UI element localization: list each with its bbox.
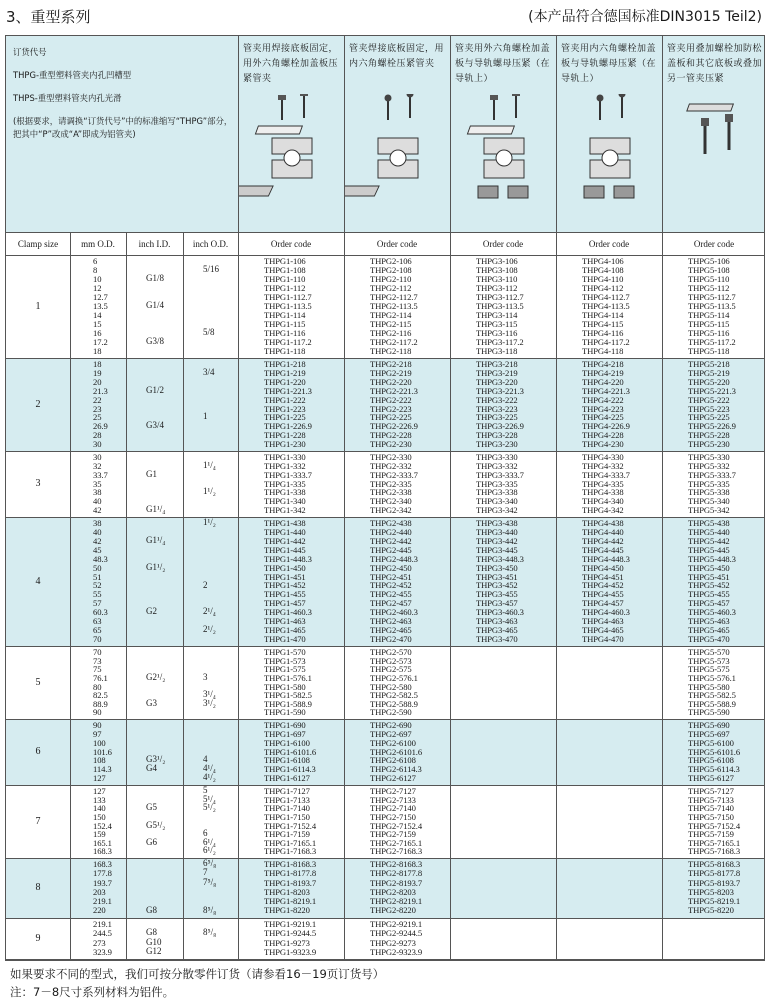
column-divider <box>450 232 451 960</box>
clamp-size-value: 9 <box>35 932 41 944</box>
column-divider <box>556 232 557 960</box>
order-code-list: THPG1-9219.1 THPG1-9244.5 THPG1-9273 THPG1-9323.9 <box>264 919 317 957</box>
mm-od-values: 168.3 177.8 193.7 203 219.1 220 <box>93 859 112 916</box>
order-code-list: THPG4-106 THPG4-108 THPG4-110 THPG4-112 THPG4-112.7 THPG4-113.5 THPG4-114 THPG4-115 THPG4-116 THPG4-117.2 THPG4-118 <box>582 256 630 356</box>
clamp-size-value: 4 <box>35 575 41 587</box>
section-title: 3、重型系列 <box>6 8 91 26</box>
inch-od-value: 3 <box>203 671 208 682</box>
inch-od-value: 1¹/₄ <box>203 459 216 470</box>
inch-od-value: 5¹/₄ <box>203 793 216 804</box>
order-code-label: 订货代号 <box>13 47 47 57</box>
mm-od-values: 6 8 10 12 12.7 13.5 14 15 16 17.2 18 <box>93 256 108 356</box>
order-code-list: THPG2-690 THPG2-697 THPG2-6100 THPG2-6101.6 THPG2-6108 THPG2-6114.3 THPG2-6127 <box>370 720 423 784</box>
inch-od-value: 6¹/₄ <box>203 836 216 847</box>
inch-od-value: 5/8 <box>203 327 215 337</box>
inch-od-value: 2¹/₂ <box>203 624 216 635</box>
order-code-list: THPG2-438 THPG2-440 THPG2-442 THPG2-445 THPG2-448.3 THPG2-450 THPG2-451 THPG2-452 THPG2-455 THPG2-457 THPG2-460.3 THPG2-463 THPG2-465 THPG2-470 <box>370 518 418 644</box>
inch-od-value: 5¹/₂ <box>203 802 216 813</box>
rail-nut-socket-bolt-icon <box>557 94 663 226</box>
rail-nut-hex-bolt-icon <box>451 94 557 226</box>
inch-od-value: 8⁵/₈ <box>203 927 217 938</box>
clamp-size-value: 8 <box>35 882 41 893</box>
order-code-list: THPG2-106 THPG2-108 THPG2-110 THPG2-112 THPG2-112.7 THPG2-113.5 THPG2-114 THPG2-115 THPG2-116 THPG2-117.2 THPG2-118 <box>370 256 418 356</box>
product-table <box>5 35 765 961</box>
order-code-list: THPG3-438 THPG3-440 THPG3-442 THPG3-445 THPG3-448.3 THPG3-450 THPG3-451 THPG3-452 THPG3-455 THPG3-457 THPG3-460.3 THPG3-463 THPG3-465 THPG3-470 <box>476 518 524 644</box>
order-code-list: THPG5-438 THPG5-440 THPG5-442 THPG5-445 THPG5-448.3 THPG5-450 THPG5-451 THPG5-452 THPG5-455 THPG5-457 THPG5-460.3 THPG5-463 THPG5-465 THPG5-470 <box>688 518 736 644</box>
order-code-list: THPG5-218 THPG5-219 THPG5-220 THPG5-221.3 THPG5-222 THPG5-223 THPG5-225 THPG5-226.9 THPG5-228 THPG5-230 <box>688 359 736 450</box>
inch-od-value: 3¹/₄ <box>203 689 216 700</box>
order-code-list: THPG1-7127 THPG1-7133 THPG1-7140 THPG1-7150 THPG1-7152.4 THPG1-7159 THPG1-7165.1 THPG1-7168.3 <box>264 786 317 857</box>
inch-od-value: 2¹/₄ <box>203 606 216 617</box>
order-code-list: THPG1-330 THPG1-332 THPG1-333.7 THPG1-335 THPG1-338 THPG1-340 THPG1-342 <box>264 452 312 516</box>
column-description: 管夹用内六角螺栓加盖板与导轨螺母压紧（在导轨上） <box>561 44 657 84</box>
column-divider <box>70 232 71 960</box>
standard-note: (本产品符合德国标准DIN3015 Teil2) <box>528 9 762 25</box>
order-code-list: THPG5-7127 THPG5-7133 THPG5-7140 THPG5-7150 THPG5-7152.4 THPG5-7159 THPG5-7165.1 THPG5-7168.3 <box>688 786 741 857</box>
order-code-list: THPG2-7127 THPG2-7133 THPG2-7140 THPG2-7150 THPG2-7152.4 THPG2-7159 THPG2-7165.1 THPG2-7168.3 <box>370 786 423 857</box>
inch-id-value: G1¹/₄ <box>146 504 166 515</box>
column-description: 管夹焊接底板固定，用内六角螺栓压紧管夹 <box>349 44 445 69</box>
order-code-list: THPG1-106 THPG1-108 THPG1-110 THPG1-112 THPG1-112.7 THPG1-113.5 THPG1-114 THPG1-115 THPG1-116 THPG1-117.2 THPG1-118 <box>264 256 312 356</box>
column-head-5 <box>662 36 766 232</box>
order-code-list: THPG5-690 THPG5-697 THPG5-6100 THPG5-6101.6 THPG5-6108 THPG5-6114.3 THPG5-6127 <box>688 720 741 784</box>
inch-od-header: inch O.D. <box>192 239 229 249</box>
column-divider <box>126 232 127 960</box>
clamp-size-group <box>6 859 764 919</box>
inch-id-value: G8 <box>146 927 157 938</box>
inch-id-value: G3 <box>146 697 157 708</box>
order-code-header-4: Order code <box>588 239 630 249</box>
inch-od-value: 3/4 <box>203 366 215 377</box>
inch-id-value: G2¹/₂ <box>146 671 166 682</box>
order-code-list: THPG5-106 THPG5-108 THPG5-110 THPG5-112 THPG5-112.7 THPG5-113.5 THPG5-114 THPG5-115 THPG5-116 THPG5-117.2 THPG5-118 <box>688 256 736 356</box>
clamp-size-group <box>6 720 764 786</box>
inch-od-value: 6⁵/₈ <box>203 859 217 868</box>
order-code-list: THPG1-218 THPG1-219 THPG1-220 THPG1-221.3 THPG1-222 THPG1-223 THPG1-225 THPG1-226.9 THPG1-228 THPG1-230 <box>264 359 312 450</box>
clamp-size-group <box>6 518 764 647</box>
order-code-list: THPG4-218 THPG4-219 THPG4-220 THPG4-221.3 THPG4-222 THPG4-223 THPG4-225 THPG4-226.9 THPG4-228 THPG4-230 <box>582 359 630 450</box>
mm-od-values: 18 19 20 21.3 22 23 25 26.9 28 30 <box>93 359 108 450</box>
mm-od-values: 90 97 100 101.6 108 114.3 127 <box>93 720 112 784</box>
order-code-list: THPG2-8168.3 THPG2-8177.8 THPG2-8193.7 THPG2-8203 THPG2-8219.1 THPG2-8220 <box>370 859 423 916</box>
inch-od-value: 4 <box>203 754 208 765</box>
order-code-list: THPG5-570 THPG5-573 THPG5-575 THPG5-576.1 THPG5-580 THPG5-582.5 THPG5-588.9 THPG5-590 <box>688 647 736 718</box>
inch-id-value: G2 <box>146 606 157 617</box>
table-header-row <box>6 232 764 256</box>
order-code-list: THPG2-570 THPG2-573 THPG2-575 THPG2-576.1 THPG2-580 THPG2-582.5 THPG2-588.9 THPG2-590 <box>370 647 418 718</box>
inch-id-value: G1/8 <box>146 273 164 283</box>
inch-id-value: G5 <box>146 802 157 813</box>
inch-od-value: 5 <box>203 786 208 795</box>
order-code-header-5: Order code <box>693 239 735 249</box>
mm-od-values: 30 32 33.7 35 38 40 42 <box>93 452 108 516</box>
inch-od-value: 4¹/₂ <box>203 772 216 783</box>
inch-id-value: G1/2 <box>146 384 164 395</box>
column-description: 管夹用焊接底板固定，用外六角螺栓加盖板压紧管夹 <box>243 44 339 84</box>
stacking-bolt-icon <box>663 94 767 226</box>
inch-od-value: 1 <box>203 411 208 422</box>
clamp-size-value: 3 <box>35 478 41 489</box>
inch-od-value: 1¹/₂ <box>203 518 216 527</box>
footer-note-2: 注：7－8尺寸系列材料为铝件。 <box>10 985 175 999</box>
inch-id-value: G1/4 <box>146 300 164 310</box>
weld-plate-socket-bolt-icon <box>345 94 451 226</box>
clamp-size-value: 1 <box>35 300 41 312</box>
material-note: (根据要求，请调换“订货代号”中的标准缩写“THPG”部分，把其中“P”改成“A”即成为铝管夹) <box>13 116 233 139</box>
clamp-size-header: Clamp size <box>17 239 59 249</box>
inch-id-header: inch I.D. <box>138 239 171 249</box>
order-code-list: THPG2-218 THPG2-219 THPG2-220 THPG2-221.3 THPG2-222 THPG2-223 THPG2-225 THPG2-226.9 THPG2-228 THPG2-230 <box>370 359 418 450</box>
mm-od-values: 219.1 244.5 273 323.9 <box>93 919 112 957</box>
inch-id-value: G1 <box>146 468 157 479</box>
order-code-list: THPG1-438 THPG1-440 THPG1-442 THPG1-445 THPG1-448.3 THPG1-450 THPG1-451 THPG1-452 THPG1-455 THPG1-457 THPG1-460.3 THPG1-463 THPG1-465 THPG1-470 <box>264 518 312 644</box>
clamp-size-value: 5 <box>35 676 41 688</box>
thps-description: THPS-重型塑料管夹内孔光滑 <box>13 93 122 103</box>
clamp-size-group <box>6 359 764 452</box>
inch-od-value: 7 <box>203 867 208 878</box>
order-code-header-2: Order code <box>376 239 418 249</box>
column-description: 管夹用外六角螺栓加盖板与导轨螺母压紧（在导轨上） <box>455 44 551 84</box>
inch-od-value: 7⁵/₈ <box>203 876 217 887</box>
column-head-4 <box>556 36 662 232</box>
mm-od-header: mm O.D. <box>81 239 115 249</box>
clamp-size-group <box>6 256 764 359</box>
order-code-list: THPG4-330 THPG4-332 THPG4-333.7 THPG4-335 THPG4-338 THPG4-340 THPG4-342 <box>582 452 630 516</box>
weld-plate-hex-bolt-icon <box>239 94 345 226</box>
order-code-list: THPG3-106 THPG3-108 THPG3-110 THPG3-112 THPG3-112.7 THPG3-113.5 THPG3-114 THPG3-115 THPG3-116 THPG3-117.2 THPG3-118 <box>476 256 524 356</box>
inch-od-value: 6¹/₂ <box>203 845 216 856</box>
order-code-list: THPG2-330 THPG2-332 THPG2-333.7 THPG2-335 THPG2-338 THPG2-340 THPG2-342 <box>370 452 418 516</box>
column-divider <box>238 232 239 960</box>
inch-id-value: G3¹/₂ <box>146 754 166 765</box>
footer-note-1: 如果要求不同的型式，我们可按分散零件订货（请参看16－19页订货号） <box>10 967 385 981</box>
thpg-description: THPG-重型塑料管夹内孔凹槽型 <box>13 70 132 80</box>
mm-od-values: 127 133 140 150 152.4 159 165.1 168.3 <box>93 786 112 857</box>
inch-od-value: 1¹/₂ <box>203 486 216 497</box>
column-divider <box>183 232 184 960</box>
inch-id-value: G10 <box>146 936 162 947</box>
clamp-size-group <box>6 647 764 720</box>
clamp-size-value: 2 <box>35 398 41 410</box>
column-divider <box>344 232 345 960</box>
inch-id-value: G8 <box>146 904 157 915</box>
mm-od-values: 70 73 75 76.1 80 82.5 88.9 90 <box>93 647 108 718</box>
order-code-list: THPG4-438 THPG4-440 THPG4-442 THPG4-445 THPG4-448.3 THPG4-450 THPG4-451 THPG4-452 THPG4-455 THPG4-457 THPG4-460.3 THPG4-463 THPG4-465 THPG4-470 <box>582 518 630 644</box>
order-code-list: THPG3-218 THPG3-219 THPG3-220 THPG3-221.3 THPG3-222 THPG3-223 THPG3-225 THPG3-226.9 THPG3-228 THPG3-230 <box>476 359 524 450</box>
order-code-list: THPG1-8168.3 THPG1-8177.8 THPG1-8193.7 THPG1-8203 THPG1-8219.1 THPG1-8220 <box>264 859 317 916</box>
inch-id-value: G1¹/₄ <box>146 534 166 545</box>
column-head-1 <box>238 36 344 232</box>
column-head-2 <box>344 36 450 232</box>
inch-id-value: G1¹/₂ <box>146 561 166 572</box>
intro-block <box>13 46 235 141</box>
inch-od-value: 3¹/₂ <box>203 697 216 708</box>
inch-od-value: 8⁵/₈ <box>203 904 217 915</box>
clamp-size-value: 6 <box>35 746 41 757</box>
column-header-section <box>6 36 764 232</box>
column-divider <box>662 232 663 960</box>
column-description: 管夹用叠加螺栓加防松盖板和其它底板或叠加另一管夹压紧 <box>667 44 763 84</box>
clamp-size-group <box>6 919 764 960</box>
order-code-header-1: Order code <box>270 239 312 249</box>
order-code-list: THPG1-690 THPG1-697 THPG1-6100 THPG1-6101.6 THPG1-6108 THPG1-6114.3 THPG1-6127 <box>264 720 317 784</box>
order-code-header-3: Order code <box>482 239 524 249</box>
order-code-list: THPG5-330 THPG5-332 THPG5-333.7 THPG5-335 THPG5-338 THPG5-340 THPG5-342 <box>688 452 736 516</box>
mm-od-values: 38 40 42 45 48.3 50 51 52 55 57 60.3 63 65 70 <box>93 518 108 644</box>
inch-od-value: 6 <box>203 828 208 839</box>
inch-id-value: G4 <box>146 763 157 774</box>
order-code-list: THPG1-570 THPG1-573 THPG1-575 THPG1-576.1 THPG1-580 THPG1-582.5 THPG1-588.9 THPG1-590 <box>264 647 312 718</box>
clamp-size-value: 7 <box>35 815 41 827</box>
clamp-size-group <box>6 452 764 518</box>
inch-id-value: G6 <box>146 836 157 847</box>
inch-od-value: 5/16 <box>203 264 220 274</box>
inch-id-value: G3/8 <box>146 336 164 346</box>
column-head-3 <box>450 36 556 232</box>
order-code-list: THPG3-330 THPG3-332 THPG3-333.7 THPG3-335 THPG3-338 THPG3-340 THPG3-342 <box>476 452 524 516</box>
inch-od-value: 2 <box>203 579 208 590</box>
clamp-size-group <box>6 786 764 859</box>
inch-id-value: G3/4 <box>146 420 164 431</box>
order-code-list: THPG5-8168.3 THPG5-8177.8 THPG5-8193.7 THPG5-8203 THPG5-8219.1 THPG5-8220 <box>688 859 741 916</box>
inch-id-value: G5¹/₂ <box>146 819 166 830</box>
inch-od-value: 4¹/₄ <box>203 763 216 774</box>
order-code-list: THPG2-9219.1 THPG2-9244.5 THPG2-9273 THPG2-9323.9 <box>370 919 423 957</box>
inch-id-value: G12 <box>146 945 162 956</box>
